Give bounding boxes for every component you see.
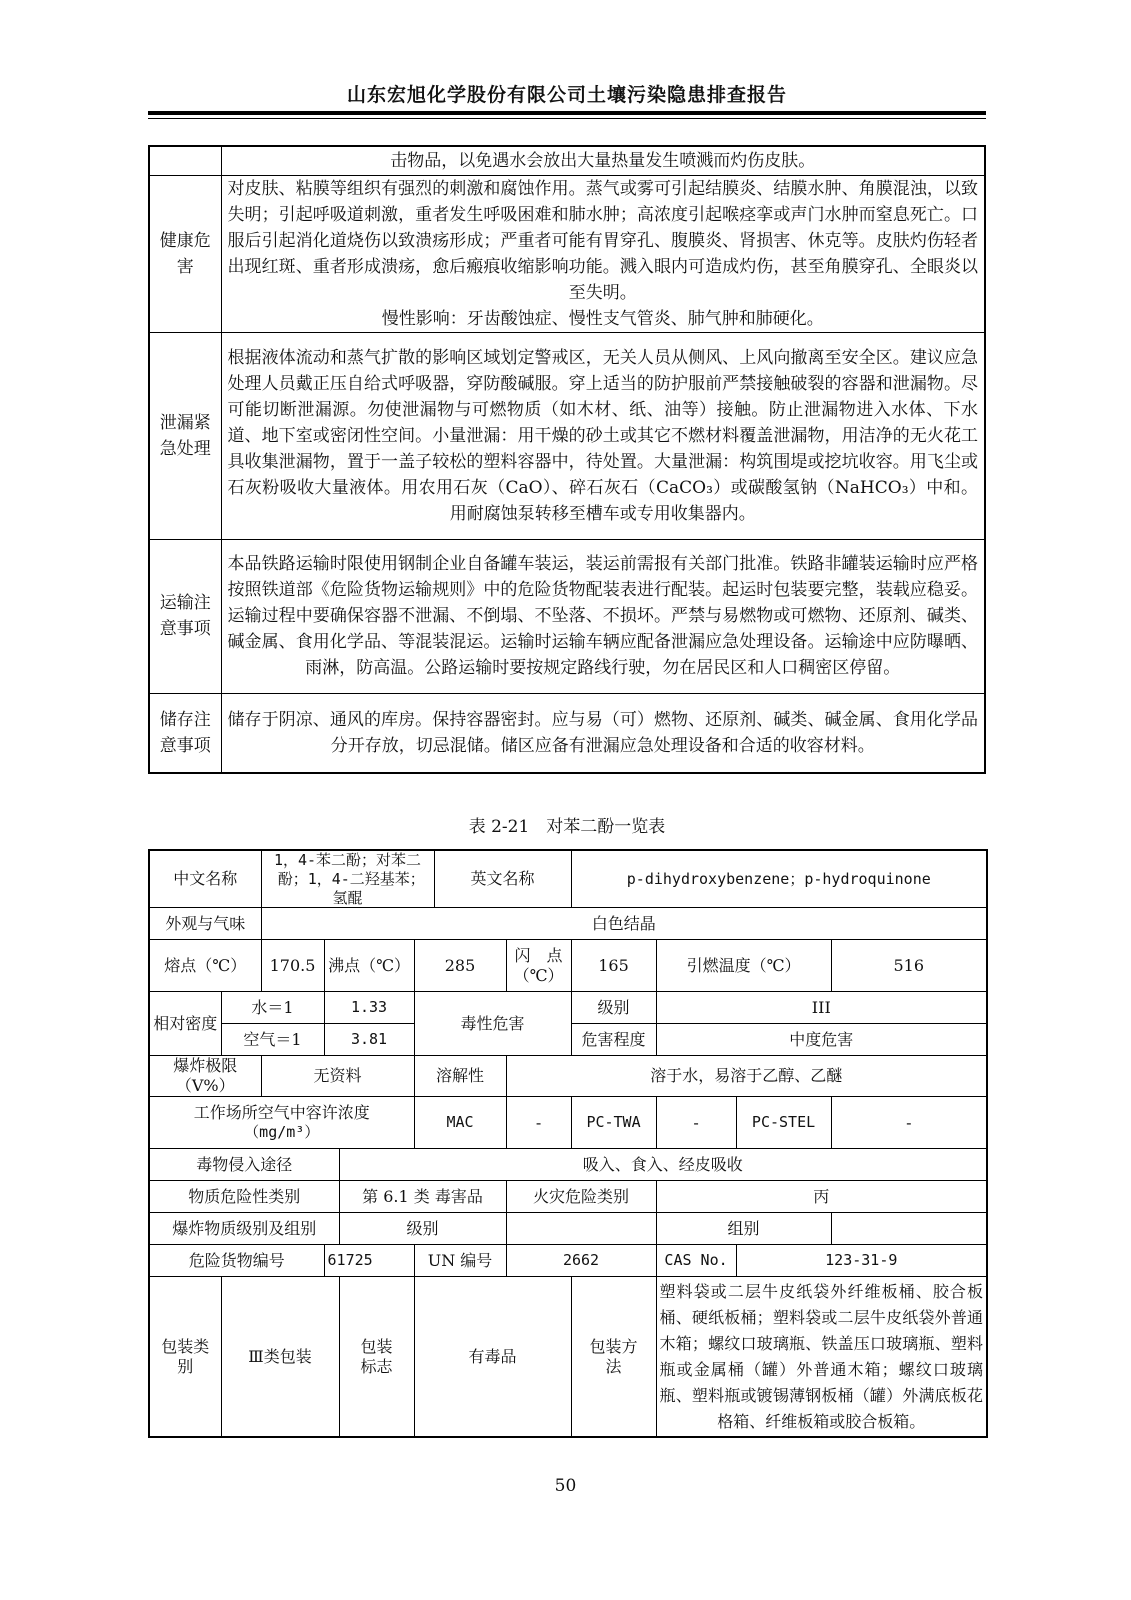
row-label-health-hazard: 健康危害 (149, 175, 221, 332)
water-value: 1.33 (324, 992, 414, 1024)
mac-label: MAC (414, 1097, 506, 1149)
cn-name-label: 中文名称 (149, 850, 261, 908)
pkg-class-value: Ⅲ类包装 (221, 1277, 339, 1437)
page-number: 50 (554, 1476, 577, 1496)
table-row (149, 940, 987, 992)
pc-stel-label: PC-STEL (736, 1097, 831, 1149)
un-number-value: 2662 (506, 1245, 656, 1277)
dangerous-goods-label: 危险货物编号 (149, 1245, 324, 1277)
en-name-value: p-dihydroxybenzene；p-hydroquinone (571, 850, 987, 908)
table-row (149, 1181, 987, 1213)
row-label-transport: 运输注意事项 (149, 539, 221, 693)
explosive-level-label: 级别 (339, 1213, 506, 1245)
pc-twa-label: PC-TWA (571, 1097, 656, 1149)
hazard-class-label: 物质危险性类别 (149, 1181, 339, 1213)
table-row (149, 1213, 987, 1245)
table-row (149, 1149, 987, 1181)
header-rule-thick (148, 111, 986, 115)
density-label: 相对密度 (149, 992, 221, 1056)
boiling-point-value: 285 (414, 940, 506, 992)
table-row (149, 1277, 987, 1437)
ignition-temp-label: 引燃温度（℃） (656, 940, 831, 992)
row-text: 击物品，以免遇水会放出大量热量发生喷溅而灼伤皮肤。 (221, 146, 985, 175)
header-rule-thin (148, 118, 986, 119)
pc-stel-value: - (831, 1097, 987, 1149)
page-header-title: 山东宏旭化学股份有限公司土壤污染隐患排查报告 (346, 84, 787, 106)
fire-class-label: 火灾危险类别 (506, 1181, 656, 1213)
explosive-group-label: 组别 (656, 1213, 831, 1245)
health-hazard-text: 对皮肤、粘膜等组织有强烈的刺激和腐蚀作用。蒸气或雾可引起结膜炎、结膜水肿、角膜混浊，以致失明；引起呼吸道刺激，重者发生呼吸困难和肺水肿；高浓度引起喉痉挛或声门水肿而窒息死亡。口服后引起消化道烧伤以致溃疡形成；严重者可能有胃穿孔、腹膜炎、肾损害、休克等。皮肤灼伤轻者出现红斑、重者形成溃疡，愈后瘢痕收缩影响功能。溅入眼内可造成灼伤，甚至角膜穿孔、全眼炎以至失明。 (227, 178, 978, 303)
hazard-degree-value: 中度危害 (656, 1024, 987, 1056)
solubility-value: 溶于水，易溶于乙醇、乙醚 (506, 1056, 987, 1097)
pkg-mark-value: 有毒品 (414, 1277, 571, 1437)
table-row (149, 1245, 987, 1277)
en-name-label: 英文名称 (434, 850, 571, 908)
table-row (149, 693, 985, 773)
pkg-method-label: 包装方法 (571, 1277, 656, 1437)
table-row (149, 332, 985, 539)
appearance-value: 白色结晶 (261, 908, 987, 940)
cas-label: CAS No. (656, 1245, 736, 1277)
row-text-storage: 储存于阴凉、通风的库房。保持容器密封。应与易（可）燃物、还原剂、碱类、碱金属、食用化学品分开存放，切忌混储。储区应备有泄漏应急处理设备和合适的收容材料。 (221, 693, 985, 773)
explosive-level-value (506, 1213, 656, 1245)
toxic-hazard-label: 毒性危害 (414, 992, 571, 1056)
level-value: III (656, 992, 987, 1024)
dangerous-goods-value: 61725 (324, 1245, 414, 1277)
solubility-label: 溶解性 (414, 1056, 506, 1097)
melting-point-label: 熔点（℃） (149, 940, 261, 992)
pkg-mark-label: 包装标志 (339, 1277, 414, 1437)
explosive-group-value (831, 1213, 987, 1245)
workplace-limit-unit: （mg/m³） (244, 1123, 320, 1142)
table-row (149, 992, 987, 1024)
table-row (149, 539, 985, 693)
workplace-limit-title: 工作场所空气中容许浓度 (193, 1103, 370, 1123)
un-number-label: UN 编号 (414, 1245, 506, 1277)
level-label: 级别 (571, 992, 656, 1024)
water-label: 水＝1 (221, 992, 324, 1024)
hazard-info-table (148, 145, 986, 774)
row-label-storage: 储存注意事项 (149, 693, 221, 773)
row-label-leak-emergency: 泄漏紧急处理 (149, 332, 221, 539)
row-text-health-hazard (221, 175, 985, 332)
flash-point-value: 165 (571, 940, 656, 992)
row-label (149, 146, 221, 175)
table-caption: 表 2-21 对苯二酚一览表 (468, 817, 666, 837)
ignition-temp-value: 516 (831, 940, 987, 992)
row-text-leak-emergency: 根据液体流动和蒸气扩散的影响区域划定警戒区，无关人员从侧风、上风向撤离至安全区。建议应急处理人员戴正压自给式呼吸器，穿防酸碱服。穿上适当的防护服前严禁接触破裂的容器和泄漏物。尽可能切断泄漏源。勿使泄漏物与可燃物质（如木材、纸、油等）接触。防止泄漏物进入水体、下水道、地下室或密闭性空间。小量泄漏：用干燥的砂土或其它不燃材料覆盖泄漏物，用洁净的无火花工具收集泄漏物，置于一盖子较松的塑料容器中，待处置。大量泄漏：构筑围堤或挖坑收容。用飞尘或石灰粉吸收大量液体。用农用石灰（CaO）、碎石灰石（CaCO₃）或碳酸氢钠（NaHCO₃）中和。用耐腐蚀泵转移至槽车或专用收集器内。 (221, 332, 985, 539)
workplace-limit-label (149, 1097, 414, 1149)
chronic-effect-text: 慢性影响：牙齿酸蚀症、慢性支气管炎、肺气肿和肺硬化。 (381, 308, 824, 329)
row-text-transport: 本品铁路运输时限使用钢制企业自备罐车装运，装运前需报有关部门批准。铁路非罐装运输时应严格按照铁道部《危险货物运输规则》中的危险货物配装表进行配装。起运时包装要完整，装载应稳妥。运输过程中要确保容器不泄漏、不倒塌、不坠落、不损坏。严禁与易燃物或可燃物、还原剂、碱类、碱金属、食用化学品、等混装混运。运输时运输车辆应配备泄漏应急处理设备。运输途中应防曝晒、雨淋，防高温。公路运输时要按规定路线行驶，勿在居民区和人口稠密区停留。 (221, 539, 985, 693)
table-row (149, 146, 985, 175)
pc-twa-value: - (656, 1097, 736, 1149)
table-row (149, 908, 987, 940)
explosive-class-label: 爆炸物质级别及组别 (149, 1213, 339, 1245)
table-row (149, 1097, 987, 1149)
hazard-degree-label: 危害程度 (571, 1024, 656, 1056)
boiling-point-label: 沸点（℃） (324, 940, 414, 992)
route-value: 吸入、食入、经皮吸收 (339, 1149, 987, 1181)
appearance-label: 外观与气味 (149, 908, 261, 940)
fire-class-value: 丙 (656, 1181, 987, 1213)
air-label: 空气＝1 (221, 1024, 324, 1056)
melting-point-value: 170.5 (261, 940, 324, 992)
pkg-method-value: 塑料袋或二层牛皮纸袋外纤维板桶、胶合板桶、硬纸板桶；塑料袋或二层牛皮纸袋外普通木箱；螺纹口玻璃瓶、铁盖压口玻璃瓶、塑料瓶或金属桶（罐）外普通木箱；螺纹口玻璃瓶、塑料瓶或镀锡薄钢板桶（罐）外满底板花格箱、纤维板箱或胶合板箱。 (656, 1277, 987, 1437)
hydroquinone-table (148, 849, 988, 1438)
pkg-class-label: 包装类别 (149, 1277, 221, 1437)
table-row (149, 175, 985, 332)
flash-point-label: 闪 点（℃） (506, 940, 571, 992)
air-value: 3.81 (324, 1024, 414, 1056)
route-label: 毒物侵入途径 (149, 1149, 339, 1181)
table-row (149, 850, 987, 908)
mac-value: - (506, 1097, 571, 1149)
hazard-class-value: 第 6.1 类 毒害品 (339, 1181, 506, 1213)
cn-name-value: 1，4-苯二酚；对苯二酚；1，4-二羟基苯； 氢醌 (261, 850, 434, 908)
table-row (149, 1056, 987, 1097)
cas-value: 123-31-9 (736, 1245, 987, 1277)
explosion-limit-label: 爆炸极限（V%） (149, 1056, 261, 1097)
explosion-limit-value: 无资料 (261, 1056, 414, 1097)
